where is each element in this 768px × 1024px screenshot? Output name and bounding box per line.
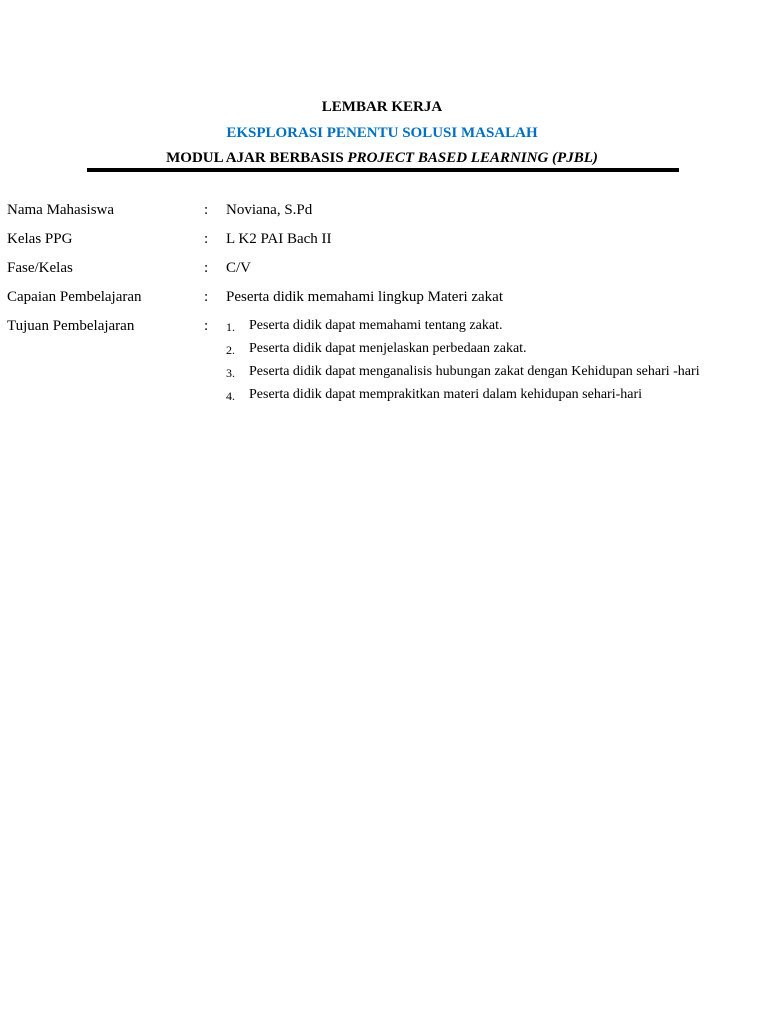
ppg-class-value: L K2 PAI Bach II	[226, 231, 332, 247]
field-colon: :	[204, 260, 209, 276]
field-colon: :	[204, 318, 209, 334]
field-colon: :	[204, 202, 209, 218]
goal-number: 2.	[226, 343, 235, 357]
goal-item: Peserta didik dapat memahami tentang zakat.	[249, 318, 503, 333]
worksheet-subtitle: EKSPLORASI PENENTU SOLUSI MASALAH	[226, 125, 538, 141]
learning-outcome-value: Peserta didik memahami lingkup Materi zakat	[226, 289, 504, 305]
goal-item: Peserta didik dapat menganalisis hubungan zakat dengan Kehidupan sehari -hari	[249, 364, 700, 379]
goal-item: Peserta didik dapat menjelaskan perbedaan zakat.	[249, 341, 527, 356]
worksheet-title: LEMBAR KERJA	[321, 99, 443, 115]
module-title-prefix: MODUL AJAR BERBASIS	[166, 150, 348, 166]
goal-number: 4.	[226, 389, 235, 403]
learning-goals-label: Tujuan Pembelajaran	[7, 318, 135, 334]
field-colon: :	[204, 231, 209, 247]
phase-class-label: Fase/Kelas	[7, 260, 73, 276]
header-divider	[87, 168, 679, 172]
field-colon: :	[204, 289, 209, 305]
module-title-emphasis: PROJECT BASED LEARNING (PJBL)	[347, 150, 598, 166]
ppg-class-label: Kelas PPG	[7, 231, 73, 247]
goal-number: 3.	[226, 366, 235, 380]
module-title	[0, 150, 764, 167]
goal-item: Peserta didik dapat memprakitkan materi dalam kehidupan sehari-hari	[249, 387, 643, 402]
phase-class-value: C/V	[226, 260, 252, 276]
learning-outcome-label: Capaian Pembelajaran	[7, 289, 142, 305]
goal-number: 1.	[226, 320, 235, 334]
student-name-value: Noviana, S.Pd	[226, 202, 313, 218]
student-name-label: Nama Mahasiswa	[7, 202, 115, 218]
